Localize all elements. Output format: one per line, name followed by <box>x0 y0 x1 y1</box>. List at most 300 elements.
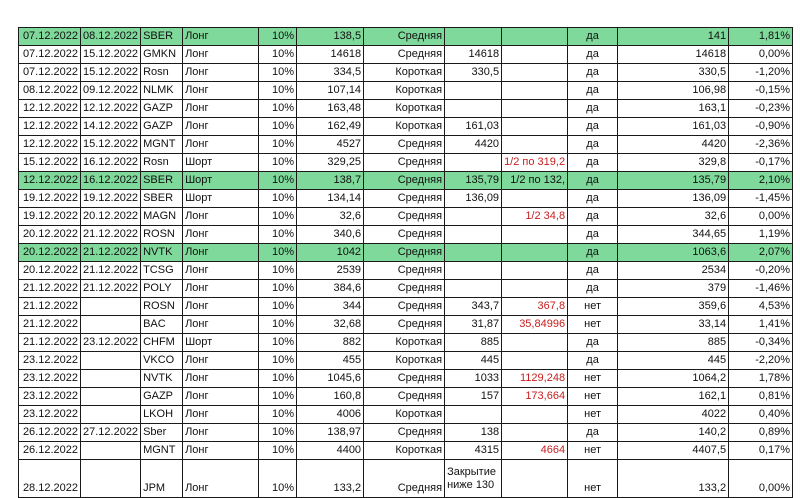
stop-cell[interactable]: 14618 <box>445 46 502 64</box>
exit-price-cell[interactable]: 161,03 <box>618 118 729 136</box>
take-profit-cell[interactable]: 1129,248 <box>502 370 568 388</box>
term-cell[interactable]: Средняя <box>364 172 445 190</box>
exit-price-cell[interactable]: 32,6 <box>618 208 729 226</box>
take-profit-cell[interactable] <box>502 100 568 118</box>
result-percent-cell[interactable]: 0,00% <box>729 208 793 226</box>
exit-price-cell[interactable]: 106,98 <box>618 82 729 100</box>
take-profit-cell[interactable]: 367,8 <box>502 298 568 316</box>
close-date-cell[interactable] <box>81 406 141 424</box>
close-date-cell[interactable] <box>81 316 141 334</box>
open-date-cell[interactable]: 15.12.2022 <box>19 154 81 172</box>
stop-cell[interactable] <box>445 226 502 244</box>
stop-cell[interactable] <box>445 100 502 118</box>
exit-price-cell[interactable]: 445 <box>618 352 729 370</box>
closed-flag-cell[interactable]: нет <box>568 460 618 498</box>
term-cell[interactable]: Короткая <box>364 64 445 82</box>
exit-price-cell[interactable]: 140,2 <box>618 424 729 442</box>
stop-cell[interactable]: 330,5 <box>445 64 502 82</box>
open-date-cell[interactable]: 23.12.2022 <box>19 370 81 388</box>
open-date-cell[interactable]: 12.12.2022 <box>19 172 81 190</box>
result-percent-cell[interactable]: 2,10% <box>729 172 793 190</box>
take-profit-cell[interactable]: 1/2 по 132, <box>502 172 568 190</box>
open-date-cell[interactable]: 07.12.2022 <box>19 28 81 46</box>
entry-price-cell[interactable]: 329,25 <box>297 154 364 172</box>
term-cell[interactable]: Средняя <box>364 316 445 334</box>
close-date-cell[interactable]: 27.12.2022 <box>81 424 141 442</box>
ticker-cell[interactable]: POLY <box>141 280 183 298</box>
result-percent-cell[interactable]: 4,53% <box>729 298 793 316</box>
position-percent-cell[interactable]: 10% <box>259 352 297 370</box>
entry-price-cell[interactable]: 160,8 <box>297 388 364 406</box>
exit-price-cell[interactable]: 133,2 <box>618 460 729 498</box>
close-date-cell[interactable] <box>81 370 141 388</box>
take-profit-cell[interactable] <box>502 226 568 244</box>
term-cell[interactable]: Средняя <box>364 136 445 154</box>
side-cell[interactable]: Лонг <box>183 370 259 388</box>
exit-price-cell[interactable]: 4022 <box>618 406 729 424</box>
open-date-cell[interactable]: 28.12.2022 <box>19 460 81 498</box>
result-percent-cell[interactable]: 1,41% <box>729 316 793 334</box>
close-date-cell[interactable]: 19.12.2022 <box>81 190 141 208</box>
term-cell[interactable]: Короткая <box>364 334 445 352</box>
close-date-cell[interactable]: 21.12.2022 <box>81 226 141 244</box>
result-percent-cell[interactable]: -2,36% <box>729 136 793 154</box>
ticker-cell[interactable]: MGNT <box>141 136 183 154</box>
result-percent-cell[interactable]: -1,20% <box>729 64 793 82</box>
ticker-cell[interactable]: BAC <box>141 316 183 334</box>
ticker-cell[interactable]: TCSG <box>141 262 183 280</box>
entry-price-cell[interactable]: 4006 <box>297 406 364 424</box>
take-profit-cell[interactable] <box>502 28 568 46</box>
close-date-cell[interactable]: 16.12.2022 <box>81 154 141 172</box>
exit-price-cell[interactable]: 379 <box>618 280 729 298</box>
side-cell[interactable]: Лонг <box>183 460 259 498</box>
term-cell[interactable]: Средняя <box>364 244 445 262</box>
take-profit-cell[interactable] <box>502 244 568 262</box>
term-cell[interactable]: Средняя <box>364 46 445 64</box>
ticker-cell[interactable]: GAZP <box>141 118 183 136</box>
side-cell[interactable]: Лонг <box>183 280 259 298</box>
closed-flag-cell[interactable]: да <box>568 190 618 208</box>
closed-flag-cell[interactable]: да <box>568 280 618 298</box>
result-percent-cell[interactable]: -1,45% <box>729 190 793 208</box>
ticker-cell[interactable]: MAGN <box>141 208 183 226</box>
close-date-cell[interactable]: 21.12.2022 <box>81 262 141 280</box>
position-percent-cell[interactable]: 10% <box>259 28 297 46</box>
open-date-cell[interactable]: 23.12.2022 <box>19 388 81 406</box>
result-percent-cell[interactable]: -1,46% <box>729 280 793 298</box>
stop-cell[interactable] <box>445 208 502 226</box>
side-cell[interactable]: Лонг <box>183 406 259 424</box>
take-profit-cell[interactable] <box>502 334 568 352</box>
open-date-cell[interactable]: 12.12.2022 <box>19 100 81 118</box>
close-date-cell[interactable]: 12.12.2022 <box>81 100 141 118</box>
term-cell[interactable]: Короткая <box>364 352 445 370</box>
ticker-cell[interactable]: ROSN <box>141 226 183 244</box>
open-date-cell[interactable]: 08.12.2022 <box>19 82 81 100</box>
closed-flag-cell[interactable]: да <box>568 82 618 100</box>
side-cell[interactable]: Лонг <box>183 226 259 244</box>
close-date-cell[interactable]: 16.12.2022 <box>81 172 141 190</box>
close-date-cell[interactable] <box>81 352 141 370</box>
entry-price-cell[interactable]: 340,6 <box>297 226 364 244</box>
ticker-cell[interactable]: Rosn <box>141 64 183 82</box>
position-percent-cell[interactable]: 10% <box>259 262 297 280</box>
term-cell[interactable]: Средняя <box>364 208 445 226</box>
term-cell[interactable]: Средняя <box>364 298 445 316</box>
exit-price-cell[interactable]: 163,1 <box>618 100 729 118</box>
term-cell[interactable]: Средняя <box>364 460 445 498</box>
take-profit-cell[interactable] <box>502 460 568 498</box>
stop-cell[interactable]: 135,79 <box>445 172 502 190</box>
result-percent-cell[interactable]: 1,78% <box>729 370 793 388</box>
take-profit-cell[interactable] <box>502 64 568 82</box>
result-percent-cell[interactable]: 0,40% <box>729 406 793 424</box>
entry-price-cell[interactable]: 1042 <box>297 244 364 262</box>
ticker-cell[interactable]: SBER <box>141 172 183 190</box>
closed-flag-cell[interactable]: да <box>568 100 618 118</box>
take-profit-cell[interactable]: 1/2 по 319,2 <box>502 154 568 172</box>
stop-cell[interactable] <box>445 280 502 298</box>
take-profit-cell[interactable]: 35,84996 <box>502 316 568 334</box>
open-date-cell[interactable]: 19.12.2022 <box>19 208 81 226</box>
entry-price-cell[interactable]: 138,7 <box>297 172 364 190</box>
close-date-cell[interactable]: 23.12.2022 <box>81 334 141 352</box>
open-date-cell[interactable]: 21.12.2022 <box>19 298 81 316</box>
ticker-cell[interactable]: NLMK <box>141 82 183 100</box>
exit-price-cell[interactable]: 359,6 <box>618 298 729 316</box>
ticker-cell[interactable]: ROSN <box>141 298 183 316</box>
side-cell[interactable]: Лонг <box>183 352 259 370</box>
stop-cell[interactable] <box>445 406 502 424</box>
stop-cell[interactable]: 885 <box>445 334 502 352</box>
take-profit-cell[interactable] <box>502 118 568 136</box>
term-cell[interactable]: Короткая <box>364 118 445 136</box>
result-percent-cell[interactable]: -0,15% <box>729 82 793 100</box>
closed-flag-cell[interactable]: нет <box>568 316 618 334</box>
result-percent-cell[interactable]: 1,19% <box>729 226 793 244</box>
closed-flag-cell[interactable]: да <box>568 334 618 352</box>
side-cell[interactable]: Лонг <box>183 28 259 46</box>
result-percent-cell[interactable]: 0,00% <box>729 460 793 498</box>
position-percent-cell[interactable]: 10% <box>259 244 297 262</box>
entry-price-cell[interactable]: 32,6 <box>297 208 364 226</box>
entry-price-cell[interactable]: 882 <box>297 334 364 352</box>
exit-price-cell[interactable]: 4407,5 <box>618 442 729 460</box>
entry-price-cell[interactable]: 4527 <box>297 136 364 154</box>
side-cell[interactable]: Шорт <box>183 172 259 190</box>
entry-price-cell[interactable]: 455 <box>297 352 364 370</box>
result-percent-cell[interactable]: 1,81% <box>729 28 793 46</box>
open-date-cell[interactable]: 12.12.2022 <box>19 118 81 136</box>
stop-cell[interactable] <box>445 28 502 46</box>
take-profit-cell[interactable] <box>502 136 568 154</box>
ticker-cell[interactable]: Rosn <box>141 154 183 172</box>
take-profit-cell[interactable]: 4664 <box>502 442 568 460</box>
stop-cell[interactable] <box>445 82 502 100</box>
term-cell[interactable]: Короткая <box>364 442 445 460</box>
close-date-cell[interactable]: 08.12.2022 <box>81 28 141 46</box>
entry-price-cell[interactable]: 344 <box>297 298 364 316</box>
closed-flag-cell[interactable]: да <box>568 262 618 280</box>
open-date-cell[interactable]: 20.12.2022 <box>19 262 81 280</box>
open-date-cell[interactable]: 20.12.2022 <box>19 226 81 244</box>
open-date-cell[interactable]: 23.12.2022 <box>19 406 81 424</box>
side-cell[interactable]: Лонг <box>183 46 259 64</box>
entry-price-cell[interactable]: 163,48 <box>297 100 364 118</box>
term-cell[interactable]: Средняя <box>364 370 445 388</box>
term-cell[interactable]: Средняя <box>364 388 445 406</box>
take-profit-cell[interactable] <box>502 406 568 424</box>
exit-price-cell[interactable]: 33,14 <box>618 316 729 334</box>
close-date-cell[interactable] <box>81 442 141 460</box>
position-percent-cell[interactable]: 10% <box>259 118 297 136</box>
open-date-cell[interactable]: 23.12.2022 <box>19 352 81 370</box>
stop-cell[interactable]: 1033 <box>445 370 502 388</box>
entry-price-cell[interactable]: 162,49 <box>297 118 364 136</box>
open-date-cell[interactable]: 26.12.2022 <box>19 424 81 442</box>
entry-price-cell[interactable]: 334,5 <box>297 64 364 82</box>
stop-cell[interactable]: 31,87 <box>445 316 502 334</box>
ticker-cell[interactable]: GAZP <box>141 100 183 118</box>
close-date-cell[interactable]: 15.12.2022 <box>81 46 141 64</box>
term-cell[interactable]: Средняя <box>364 226 445 244</box>
result-percent-cell[interactable]: -0,17% <box>729 154 793 172</box>
closed-flag-cell[interactable]: нет <box>568 298 618 316</box>
stop-cell[interactable]: 157 <box>445 388 502 406</box>
closed-flag-cell[interactable]: да <box>568 172 618 190</box>
term-cell[interactable]: Короткая <box>364 406 445 424</box>
result-percent-cell[interactable]: 0,00% <box>729 46 793 64</box>
open-date-cell[interactable]: 26.12.2022 <box>19 442 81 460</box>
stop-cell[interactable]: 161,03 <box>445 118 502 136</box>
side-cell[interactable]: Лонг <box>183 298 259 316</box>
open-date-cell[interactable]: 07.12.2022 <box>19 46 81 64</box>
stop-cell[interactable]: 445 <box>445 352 502 370</box>
position-percent-cell[interactable]: 10% <box>259 208 297 226</box>
ticker-cell[interactable]: NVTK <box>141 370 183 388</box>
position-percent-cell[interactable]: 10% <box>259 280 297 298</box>
ticker-cell[interactable]: VKCO <box>141 352 183 370</box>
position-percent-cell[interactable]: 10% <box>259 316 297 334</box>
ticker-cell[interactable]: SBER <box>141 28 183 46</box>
ticker-cell[interactable]: NVTK <box>141 244 183 262</box>
closed-flag-cell[interactable]: нет <box>568 406 618 424</box>
result-percent-cell[interactable]: 0,17% <box>729 442 793 460</box>
position-percent-cell[interactable]: 10% <box>259 172 297 190</box>
result-percent-cell[interactable]: -2,20% <box>729 352 793 370</box>
take-profit-cell[interactable] <box>502 190 568 208</box>
close-date-cell[interactable] <box>81 298 141 316</box>
result-percent-cell[interactable]: -0,20% <box>729 262 793 280</box>
result-percent-cell[interactable]: 0,89% <box>729 424 793 442</box>
stop-cell[interactable]: 138 <box>445 424 502 442</box>
side-cell[interactable]: Шорт <box>183 154 259 172</box>
entry-price-cell[interactable]: 138,97 <box>297 424 364 442</box>
stop-cell[interactable] <box>445 244 502 262</box>
exit-price-cell[interactable]: 162,1 <box>618 388 729 406</box>
ticker-cell[interactable]: SBER <box>141 190 183 208</box>
entry-price-cell[interactable]: 1045,6 <box>297 370 364 388</box>
exit-price-cell[interactable]: 329,8 <box>618 154 729 172</box>
position-percent-cell[interactable]: 10% <box>259 370 297 388</box>
ticker-cell[interactable]: Sber <box>141 424 183 442</box>
take-profit-cell[interactable]: 1/2 34,8 <box>502 208 568 226</box>
side-cell[interactable]: Лонг <box>183 100 259 118</box>
close-date-cell[interactable]: 21.12.2022 <box>81 280 141 298</box>
ticker-cell[interactable]: GMKN <box>141 46 183 64</box>
position-percent-cell[interactable]: 10% <box>259 298 297 316</box>
close-date-cell[interactable] <box>81 388 141 406</box>
position-percent-cell[interactable]: 10% <box>259 388 297 406</box>
position-percent-cell[interactable]: 10% <box>259 424 297 442</box>
stop-cell[interactable]: 4315 <box>445 442 502 460</box>
ticker-cell[interactable]: CHFM <box>141 334 183 352</box>
term-cell[interactable]: Средняя <box>364 280 445 298</box>
position-percent-cell[interactable]: 10% <box>259 460 297 498</box>
exit-price-cell[interactable]: 1064,2 <box>618 370 729 388</box>
position-percent-cell[interactable]: 10% <box>259 154 297 172</box>
position-percent-cell[interactable]: 10% <box>259 46 297 64</box>
side-cell[interactable]: Лонг <box>183 82 259 100</box>
closed-flag-cell[interactable]: да <box>568 154 618 172</box>
closed-flag-cell[interactable]: да <box>568 118 618 136</box>
position-percent-cell[interactable]: 10% <box>259 334 297 352</box>
result-percent-cell[interactable]: 2,07% <box>729 244 793 262</box>
side-cell[interactable]: Шорт <box>183 334 259 352</box>
exit-price-cell[interactable]: 885 <box>618 334 729 352</box>
entry-price-cell[interactable]: 134,14 <box>297 190 364 208</box>
take-profit-cell[interactable] <box>502 280 568 298</box>
term-cell[interactable]: Средняя <box>364 190 445 208</box>
position-percent-cell[interactable]: 10% <box>259 190 297 208</box>
side-cell[interactable]: Шорт <box>183 190 259 208</box>
closed-flag-cell[interactable]: да <box>568 28 618 46</box>
exit-price-cell[interactable]: 4420 <box>618 136 729 154</box>
position-percent-cell[interactable]: 10% <box>259 100 297 118</box>
side-cell[interactable]: Лонг <box>183 388 259 406</box>
stop-cell[interactable]: 136,09 <box>445 190 502 208</box>
open-date-cell[interactable]: 12.12.2022 <box>19 136 81 154</box>
exit-price-cell[interactable]: 14618 <box>618 46 729 64</box>
entry-price-cell[interactable]: 14618 <box>297 46 364 64</box>
take-profit-cell[interactable]: 173,664 <box>502 388 568 406</box>
take-profit-cell[interactable] <box>502 262 568 280</box>
side-cell[interactable]: Лонг <box>183 424 259 442</box>
side-cell[interactable]: Лонг <box>183 244 259 262</box>
close-date-cell[interactable]: 20.12.2022 <box>81 208 141 226</box>
entry-price-cell[interactable]: 138,5 <box>297 28 364 46</box>
side-cell[interactable]: Лонг <box>183 208 259 226</box>
term-cell[interactable]: Короткая <box>364 100 445 118</box>
exit-price-cell[interactable]: 135,79 <box>618 172 729 190</box>
exit-price-cell[interactable]: 330,5 <box>618 64 729 82</box>
side-cell[interactable]: Лонг <box>183 64 259 82</box>
stop-cell[interactable]: 343,7 <box>445 298 502 316</box>
open-date-cell[interactable]: 21.12.2022 <box>19 316 81 334</box>
close-date-cell[interactable]: 21.12.2022 <box>81 244 141 262</box>
closed-flag-cell[interactable]: да <box>568 226 618 244</box>
ticker-cell[interactable]: GAZP <box>141 388 183 406</box>
position-percent-cell[interactable]: 10% <box>259 136 297 154</box>
entry-price-cell[interactable]: 107,14 <box>297 82 364 100</box>
take-profit-cell[interactable] <box>502 352 568 370</box>
closed-flag-cell[interactable]: да <box>568 244 618 262</box>
stop-cell[interactable] <box>445 154 502 172</box>
term-cell[interactable]: Средняя <box>364 262 445 280</box>
entry-price-cell[interactable]: 4400 <box>297 442 364 460</box>
closed-flag-cell[interactable]: нет <box>568 388 618 406</box>
ticker-cell[interactable]: MGNT <box>141 442 183 460</box>
entry-price-cell[interactable]: 384,6 <box>297 280 364 298</box>
entry-price-cell[interactable]: 32,68 <box>297 316 364 334</box>
close-date-cell[interactable]: 15.12.2022 <box>81 136 141 154</box>
ticker-cell[interactable]: LKOH <box>141 406 183 424</box>
entry-price-cell[interactable]: 133,2 <box>297 460 364 498</box>
closed-flag-cell[interactable]: нет <box>568 370 618 388</box>
closed-flag-cell[interactable]: да <box>568 46 618 64</box>
closed-flag-cell[interactable]: да <box>568 208 618 226</box>
open-date-cell[interactable]: 21.12.2022 <box>19 280 81 298</box>
side-cell[interactable]: Лонг <box>183 136 259 154</box>
side-cell[interactable]: Лонг <box>183 316 259 334</box>
term-cell[interactable]: Средняя <box>364 424 445 442</box>
position-percent-cell[interactable]: 10% <box>259 442 297 460</box>
take-profit-cell[interactable] <box>502 424 568 442</box>
close-date-cell[interactable]: 09.12.2022 <box>81 82 141 100</box>
position-percent-cell[interactable]: 10% <box>259 226 297 244</box>
exit-price-cell[interactable]: 141 <box>618 28 729 46</box>
stop-cell[interactable]: 4420 <box>445 136 502 154</box>
position-percent-cell[interactable]: 10% <box>259 82 297 100</box>
stop-cell[interactable]: Закрытие ниже 130 <box>445 460 502 498</box>
closed-flag-cell[interactable]: да <box>568 352 618 370</box>
exit-price-cell[interactable]: 1063,6 <box>618 244 729 262</box>
closed-flag-cell[interactable]: да <box>568 64 618 82</box>
result-percent-cell[interactable]: -0,90% <box>729 118 793 136</box>
exit-price-cell[interactable]: 2534 <box>618 262 729 280</box>
exit-price-cell[interactable]: 136,09 <box>618 190 729 208</box>
side-cell[interactable]: Лонг <box>183 118 259 136</box>
term-cell[interactable]: Средняя <box>364 154 445 172</box>
position-percent-cell[interactable]: 10% <box>259 406 297 424</box>
exit-price-cell[interactable]: 344,65 <box>618 226 729 244</box>
close-date-cell[interactable]: 15.12.2022 <box>81 64 141 82</box>
result-percent-cell[interactable]: -0,34% <box>729 334 793 352</box>
term-cell[interactable]: Короткая <box>364 82 445 100</box>
open-date-cell[interactable]: 19.12.2022 <box>19 190 81 208</box>
result-percent-cell[interactable]: -0,23% <box>729 100 793 118</box>
side-cell[interactable]: Лонг <box>183 262 259 280</box>
open-date-cell[interactable]: 20.12.2022 <box>19 244 81 262</box>
ticker-cell[interactable]: JPM <box>141 460 183 498</box>
stop-cell[interactable] <box>445 262 502 280</box>
term-cell[interactable]: Средняя <box>364 28 445 46</box>
close-date-cell[interactable]: 14.12.2022 <box>81 118 141 136</box>
open-date-cell[interactable]: 21.12.2022 <box>19 334 81 352</box>
close-date-cell[interactable] <box>81 460 141 498</box>
result-percent-cell[interactable]: 0,81% <box>729 388 793 406</box>
entry-price-cell[interactable]: 2539 <box>297 262 364 280</box>
take-profit-cell[interactable] <box>502 46 568 64</box>
take-profit-cell[interactable] <box>502 82 568 100</box>
closed-flag-cell[interactable]: нет <box>568 442 618 460</box>
open-date-cell[interactable]: 07.12.2022 <box>19 64 81 82</box>
position-percent-cell[interactable]: 10% <box>259 64 297 82</box>
closed-flag-cell[interactable]: да <box>568 424 618 442</box>
side-cell[interactable]: Лонг <box>183 442 259 460</box>
closed-flag-cell[interactable]: да <box>568 136 618 154</box>
